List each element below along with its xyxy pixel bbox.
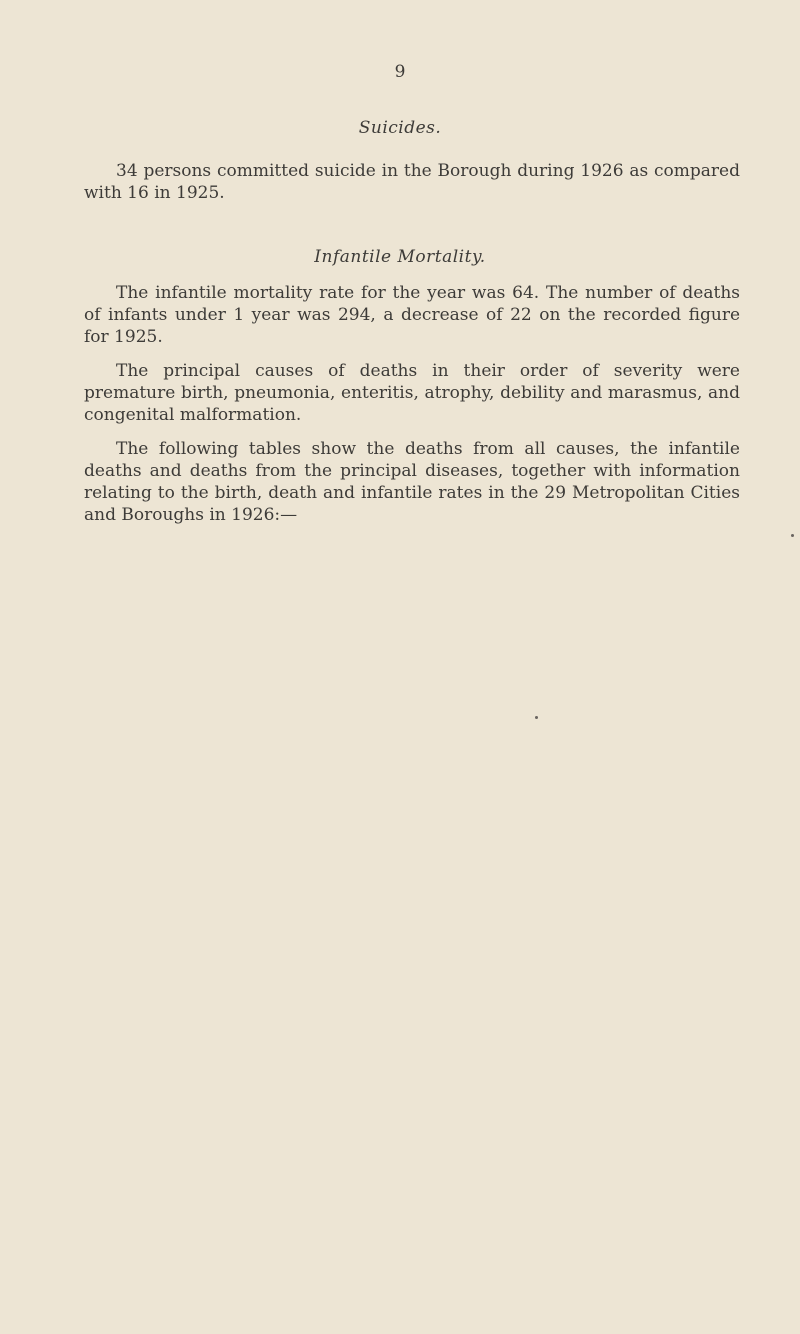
section-heading-infantile-mortality: Infantile Mortality. bbox=[314, 247, 486, 267]
section-heading-suicides: Suicides. bbox=[358, 118, 442, 138]
paragraph-suicides: 34 persons committed suicide in the Borough during 1926 as compared with 16 in 1925. bbox=[84, 161, 740, 203]
paper-speck bbox=[791, 534, 794, 537]
paragraph-principal-causes: The principal causes of deaths in their order of severity were premature birth, pneumonia, enteritis, atrophy, debility and marasmus, and congenital malformation. bbox=[84, 361, 740, 425]
paper-speck bbox=[535, 716, 538, 719]
paragraph-following-tables: The following tables show the deaths from all causes, the infantile deaths and deaths from the principal diseases, together with information relating to the birth, death and infantile rates in the 29 Metropolitan Cities and Boroughs in 1926:— bbox=[84, 439, 740, 525]
page-number: 9 bbox=[394, 62, 406, 82]
paragraph-infantile-rate: The infantile mortality rate for the year was 64. The number of deaths of infants under 1 year was 294, a decrease of 22 on the recorded figure for 1925. bbox=[84, 283, 740, 347]
